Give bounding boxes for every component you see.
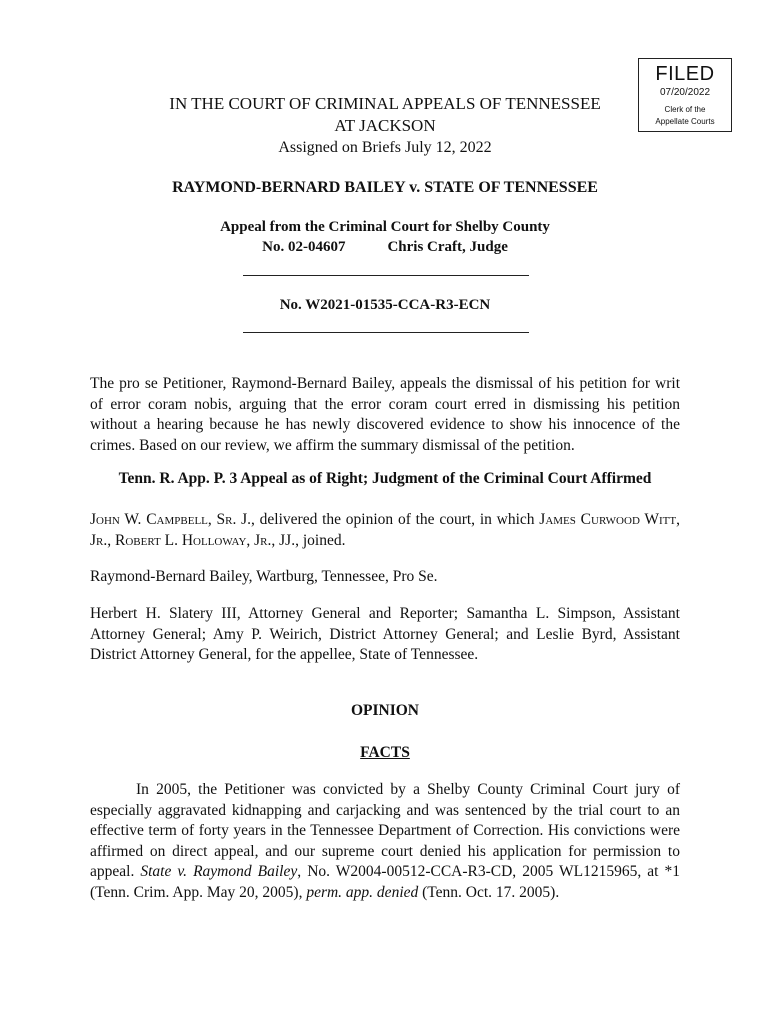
opinion-heading: OPINION xyxy=(350,702,420,719)
facts-text-1: In 2005, the Petitioner was convicted by a Shelby County Criminal Court jury of especially aggravated kidnapping and carjacking and was sentenced by the trial court to an effective term of forty years in the Tennessee Department of Correction. His convictions were affirmed on direct appeal, and our supreme court denied his application for permission to appeal. xyxy=(90,781,680,880)
state-counsel: Herbert H. Slatery III, Attorney General and Reporter; Samantha L. Simpson, Assistant Attorney General; Amy P. Weirich, District Attorney General; and Leslie Byrd, Assistant District Attorney General, for the appellee, State of Tennessee. xyxy=(90,605,680,663)
divider-top xyxy=(243,275,529,276)
delivered-paragraph xyxy=(90,510,680,551)
facts-heading: FACTS xyxy=(360,744,410,761)
case-number: No. W2021-01535-CCA-R3-ECN xyxy=(279,297,491,313)
petitioner-counsel: Raymond-Bernard Bailey, Wartburg, Tennessee, Pro Se. xyxy=(90,568,438,585)
appeal-from: Appeal from the Criminal Court for Shelby County xyxy=(220,219,550,235)
case-caption: RAYMOND-BERNARD BAILEY v. STATE OF TENNESSEE xyxy=(172,179,598,196)
author-judge: John W. Campbell, Sr. J. xyxy=(90,511,252,528)
facts-paragraph xyxy=(90,780,680,903)
perm-app-denied: perm. app. denied xyxy=(306,883,419,901)
delivered-end: , joined. xyxy=(295,531,346,549)
trial-judge: Chris Craft, Judge xyxy=(387,239,508,255)
stamp-date: 07/20/2022 xyxy=(659,87,711,98)
assigned-date: Assigned on Briefs July 12, 2022 xyxy=(278,139,492,156)
stamp-clerk-line2: Appellate Courts xyxy=(655,117,715,126)
stamp-clerk-line1: Clerk of the xyxy=(664,105,706,114)
trial-docket-line xyxy=(0,239,770,256)
summary-paragraph: The pro se Petitioner, Raymond-Bernard Bailey, appeals the dismissal of his petition for writ of error coram nobis, arguing that the error coram court erred in dismissing his petition without a hearing because he has newly discovered evidence to show his innocence of the crimes. Based on our review, we affirm the summary dismissal of the petition. xyxy=(90,375,680,454)
court-location: AT JACKSON xyxy=(334,116,436,135)
case-citation-name: State v. Raymond Bailey xyxy=(140,863,298,880)
trial-number: No. 02-04607 xyxy=(262,239,346,255)
stamp-filed-label: FILED xyxy=(655,63,715,85)
court-name: IN THE COURT OF CRIMINAL APPEALS OF TENNESSEE xyxy=(169,94,601,113)
facts-text-2: , No. W2004-00512-CCA-R3-CD, 2005 WL1215965, at *1 (Tenn. Crim. App. May 20, 2005), xyxy=(90,863,680,901)
divider-bottom xyxy=(243,332,529,333)
delivered-text: , delivered the opinion of the court, in which xyxy=(251,511,540,528)
facts-text-3: (Tenn. Oct. 17. 2005). xyxy=(418,883,560,901)
joined-judges: James Curwood Witt, Jr., Robert L. Holloway, Jr., JJ. xyxy=(90,511,680,549)
holding: Tenn. R. App. P. 3 Appeal as of Right; Judgment of the Criminal Court Affirmed xyxy=(118,470,652,487)
